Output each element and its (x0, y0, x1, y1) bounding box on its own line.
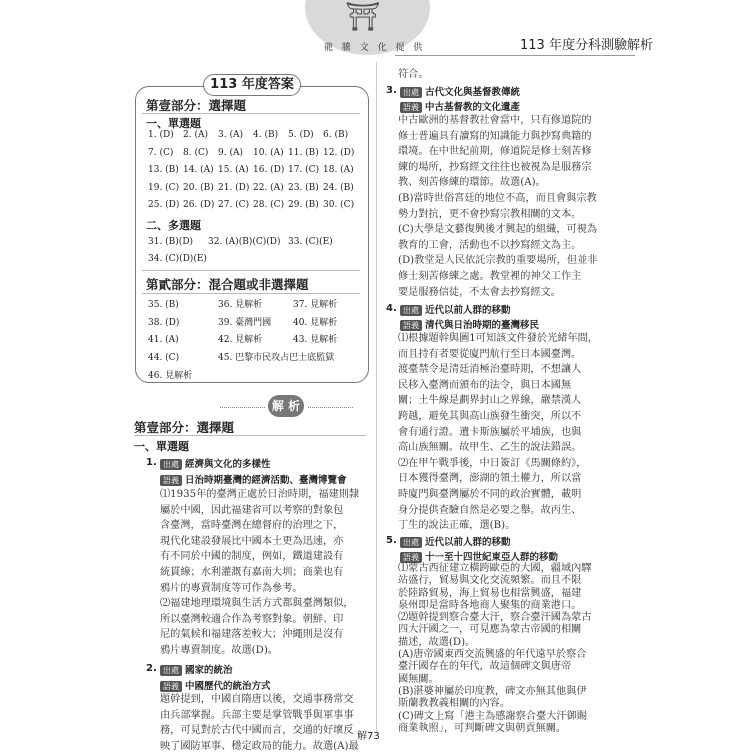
question-5-source (400, 534, 511, 548)
answer-item: 39. 臺灣門國 (218, 317, 272, 328)
source-text: 經濟與文化的多樣性 (185, 459, 271, 470)
question-1-source (160, 456, 271, 470)
analysis-single-label: 一、單選題 (134, 440, 189, 453)
answer-item: 27. (C) (218, 200, 250, 210)
part2-row (148, 350, 373, 363)
divider-line (142, 270, 360, 271)
answer-item: 5. (D) (288, 130, 314, 140)
source-tag: 出處 (160, 459, 182, 470)
answer-item: 41. (A) (148, 335, 179, 345)
answer-item: 4. (B) (253, 130, 279, 140)
single-choice-row (148, 183, 358, 193)
analysis-label (220, 395, 340, 417)
multi-choice-row (148, 237, 333, 247)
topic-text: 清代與日治時期的臺灣移民 (425, 320, 540, 331)
topic-text: 日治時期臺灣的經濟活動、臺灣博覽會 (185, 475, 347, 486)
answer-item: 20. (B) (183, 182, 214, 193)
question-5-topic (400, 549, 558, 563)
question-2-number: 2. (146, 663, 157, 674)
dotted-rule (308, 407, 353, 408)
answer-item: 7. (C) (148, 147, 174, 158)
answer-item: 28. (C) (253, 200, 285, 210)
dotted-rule (220, 407, 265, 408)
crane-icon: ⛩ (345, 0, 381, 33)
source-tag: 出處 (400, 305, 422, 316)
topic-tag: 語義 (400, 102, 422, 113)
part2-row (148, 332, 373, 345)
answers-single-label: 一、單選題 (146, 117, 201, 130)
answer-item: 14. (A) (183, 165, 214, 175)
source-text: 國家的統治 (185, 665, 233, 676)
divider-line (142, 293, 360, 294)
question-3-explanation: 中古歐洲的基督教社會當中，只有修道院的 修士普遍具有讀寫的知識能力與抄寫典籍的 環境。在中世紀前期，修道院是修士刻苦修 練的場所，抄寫經文往往也被視為是服務宗 教、刻苦修練的環節。故選(A)。 (B)當時世俗宮廷的地位不高，而且會與宗教 勢力對抗，更不會抄寫宗教相關的文本。 (C)大學是文藝復興後才興起的組織，可視為 教育的工會，活動也不以抄寫經文為主。 (D)教堂是人民依託宗教的重要場所，但並非 修士刻苦修練之處。教堂裡的神父工作主 要是服務信徒，不太會去抄寫經文。 (398, 115, 598, 298)
answer-item: 15. (A) (218, 165, 249, 175)
topic-text: 十一至十四世紀東亞人群的移動 (425, 552, 559, 563)
single-choice-row (148, 200, 358, 210)
answer-item: 18. (A) (323, 165, 354, 175)
question-5-explanation: ⑴蒙古西征建立橫跨歐亞的大國，疆域內驛 站盛行，貿易與文化交流頻繁。而且不限 於陸路貿易，海上貿易也相當興盛，福建 泉州即是當時各地商人聚集的商業港口。 ⑵題幹提到察合臺大汗，察合臺汗國為蒙古 四大汗國之一，可見應為蒙古帝國的相關 描述，故選(D)。 (A)唐帝國東西交流興盛的年代遠早於察合 臺汗國存在的年代，故這個碑文與唐帝 國無關。 (B)湛婆神屬於印度教，碑文亦無其他與伊 斯蘭教教義相關的內容。 (C)碑文上寫「港主為感謝察合臺大汗御賜 商業執照」，可判斷碑文與朝貢無關。 (398, 563, 592, 734)
topic-text: 中古基督教的文化遺產 (425, 102, 521, 113)
answer-item: 37. 見解析 (293, 300, 338, 310)
divider-line (134, 435, 366, 436)
page-title: 113 年度分科測驗解析 (520, 38, 653, 53)
answer-box-title: 113 年度答案 (203, 74, 301, 96)
topic-tag: 語義 (160, 475, 182, 486)
analysis-part1-heading: 第壹部分：選擇題 (134, 420, 235, 435)
question-2-explanation: 題幹提到，中國自隋唐以後，交通事務常交 由兵部掌握。兵部主要是掌管戰爭與軍事事 務，可見對於古代中國而言，交通的好壞反 映了國防軍事、穩定政局的能力。故選(A)最 (160, 694, 359, 752)
answers-part2-heading: 第貳部分：混合題或非選擇題 (146, 277, 309, 292)
divider-line (142, 113, 360, 114)
answer-item: 9. (A) (218, 147, 243, 158)
source-text: 古代文化與基督教傳統 (425, 87, 521, 98)
answer-item: 6. (B) (323, 130, 349, 140)
answer-item: 22. (A) (253, 182, 284, 193)
source-tag: 出處 (160, 665, 182, 676)
question-4-number: 4. (386, 303, 397, 314)
single-choice-row (148, 165, 358, 175)
answer-item: 16. (D) (253, 165, 285, 175)
question-3-topic (400, 99, 520, 113)
answer-item: 30. (C) (323, 200, 355, 210)
answer-item: 25. (D) (148, 200, 180, 210)
single-choice-row (148, 130, 358, 140)
continued-text: 符合。 (398, 69, 429, 80)
answer-item: 44. (C) (148, 352, 180, 363)
topic-tag: 語義 (400, 552, 422, 563)
answer-item: 40. 見解析 (293, 317, 338, 328)
question-4-explanation: ⑴根據題幹與圖1可知該文件發於光緒年間， 而且持有者要從廈門航行至日本國臺灣。 渡臺禁令是清廷消極治臺時期，不想讓人 民移入臺灣而頒布的法令，與日本國無 關；土牛線是劃界封山之界線，嚴禁漢人 跨越，避免其與高山族發生衝突，所以不 會有通行證。遺卡斯族屬於平埔族，也與 高山族無關。故甲生、乙生的說法錯誤。 ⑵在甲午戰爭後，中日簽訂《馬關條約》， 日本獲得臺灣，澎湖的領土權力，所以當 時廈門與臺灣屬於不同的政治實體，載明 身分提供查驗自然是必要之舉。故丙生、 丁生的說法正確，選(B)。 (398, 333, 599, 532)
answer-item: 17. (C) (288, 165, 320, 175)
question-2-source (160, 662, 233, 676)
source-tag: 出處 (400, 87, 422, 98)
source-tag: 出處 (400, 537, 422, 548)
single-choice-row (148, 148, 358, 158)
topic-text: 中國歷代的統治方式 (185, 681, 271, 692)
question-2-topic (160, 678, 271, 692)
answer-item: 19. (C) (148, 182, 180, 193)
question-5-number: 5. (386, 535, 397, 546)
part2-row (148, 297, 373, 310)
column-divider (376, 62, 377, 732)
question-1-explanation: ⑴1935年的臺灣正處於日治時期，福建則隸 屬於中國，因此福建省可以考察的對象包 含臺灣，當時臺灣在總督府的治理之下， 現代化建設發展比中國本土更為迅速，亦 有不同於中國的制度，例如，鐵道建設有 統貫線；水利灌溉有嘉南大圳；商業也有 鴉片的專賣制度等可作為參考。 ⑵福建地理環境與生活方式都與臺灣類似， 所以臺灣較適合作為考察對象。朝鮮、印 尼的氣候和福建落差較大；沖繩則是沒有 鴉片專賣制度。故選(D)。 (160, 489, 360, 656)
answer-item: 23. (B) (288, 182, 319, 193)
answer-item: 11. (B) (288, 147, 319, 158)
answer-item: 3. (A) (218, 130, 243, 140)
answer-item: 35. (B) (148, 300, 179, 310)
answer-item: 1. (D) (148, 130, 174, 140)
analysis-badge: 解 析 (268, 395, 304, 417)
question-1-number: 1. (146, 457, 157, 468)
answer-item: 34. (C)(D)(E) (148, 254, 207, 264)
multi-choice-row (148, 254, 207, 264)
answer-item: 13. (B) (148, 165, 179, 175)
answer-item: 29. (B) (288, 200, 319, 210)
topic-tag: 語義 (400, 320, 422, 331)
answer-item: 43. 見解析 (293, 335, 338, 345)
question-3-number: 3. (386, 85, 397, 96)
answer-item: 21. (D) (218, 182, 250, 193)
answer-item: 32. (A)(B)(C)(D) (208, 237, 281, 247)
answer-item: 26. (D) (183, 200, 215, 210)
question-4-source (400, 302, 511, 316)
answers-part1-heading: 第壹部分：選擇題 (146, 98, 247, 113)
answer-item: 42. 見解析 (218, 335, 263, 345)
source-text: 近代以前人群的移動 (425, 305, 511, 316)
topic-tag: 語義 (160, 681, 182, 692)
answer-item: 12. (D) (323, 147, 355, 158)
answer-item: 31. (B)(D) (148, 237, 194, 247)
logo-text: 龍 騰 文 化 提 供 (324, 43, 426, 53)
answer-item: 24. (B) (323, 182, 354, 193)
answer-item: 38. (D) (148, 317, 180, 328)
answer-item: 36. 見解析 (218, 300, 263, 310)
part2-row (148, 368, 192, 381)
answer-item: 45. 巴黎市民攻占巴士底監獄 (218, 352, 335, 363)
page-number: 解73 (357, 731, 380, 742)
question-4-topic (400, 317, 539, 331)
source-text: 近代以前人群的移動 (425, 537, 511, 548)
answer-item: 2. (A) (183, 130, 208, 140)
question-1-topic (160, 472, 347, 486)
answer-item: 8. (C) (183, 147, 209, 158)
part2-row (148, 315, 373, 328)
answer-item: 10. (A) (253, 147, 284, 158)
answer-item: 33. (C)(E) (288, 237, 333, 247)
page-header (0, 0, 750, 62)
question-3-source (400, 84, 520, 98)
answers-multi-label: 二、多選題 (146, 219, 201, 232)
answer-item: 46. 見解析 (148, 371, 193, 381)
header-rule (395, 55, 635, 56)
